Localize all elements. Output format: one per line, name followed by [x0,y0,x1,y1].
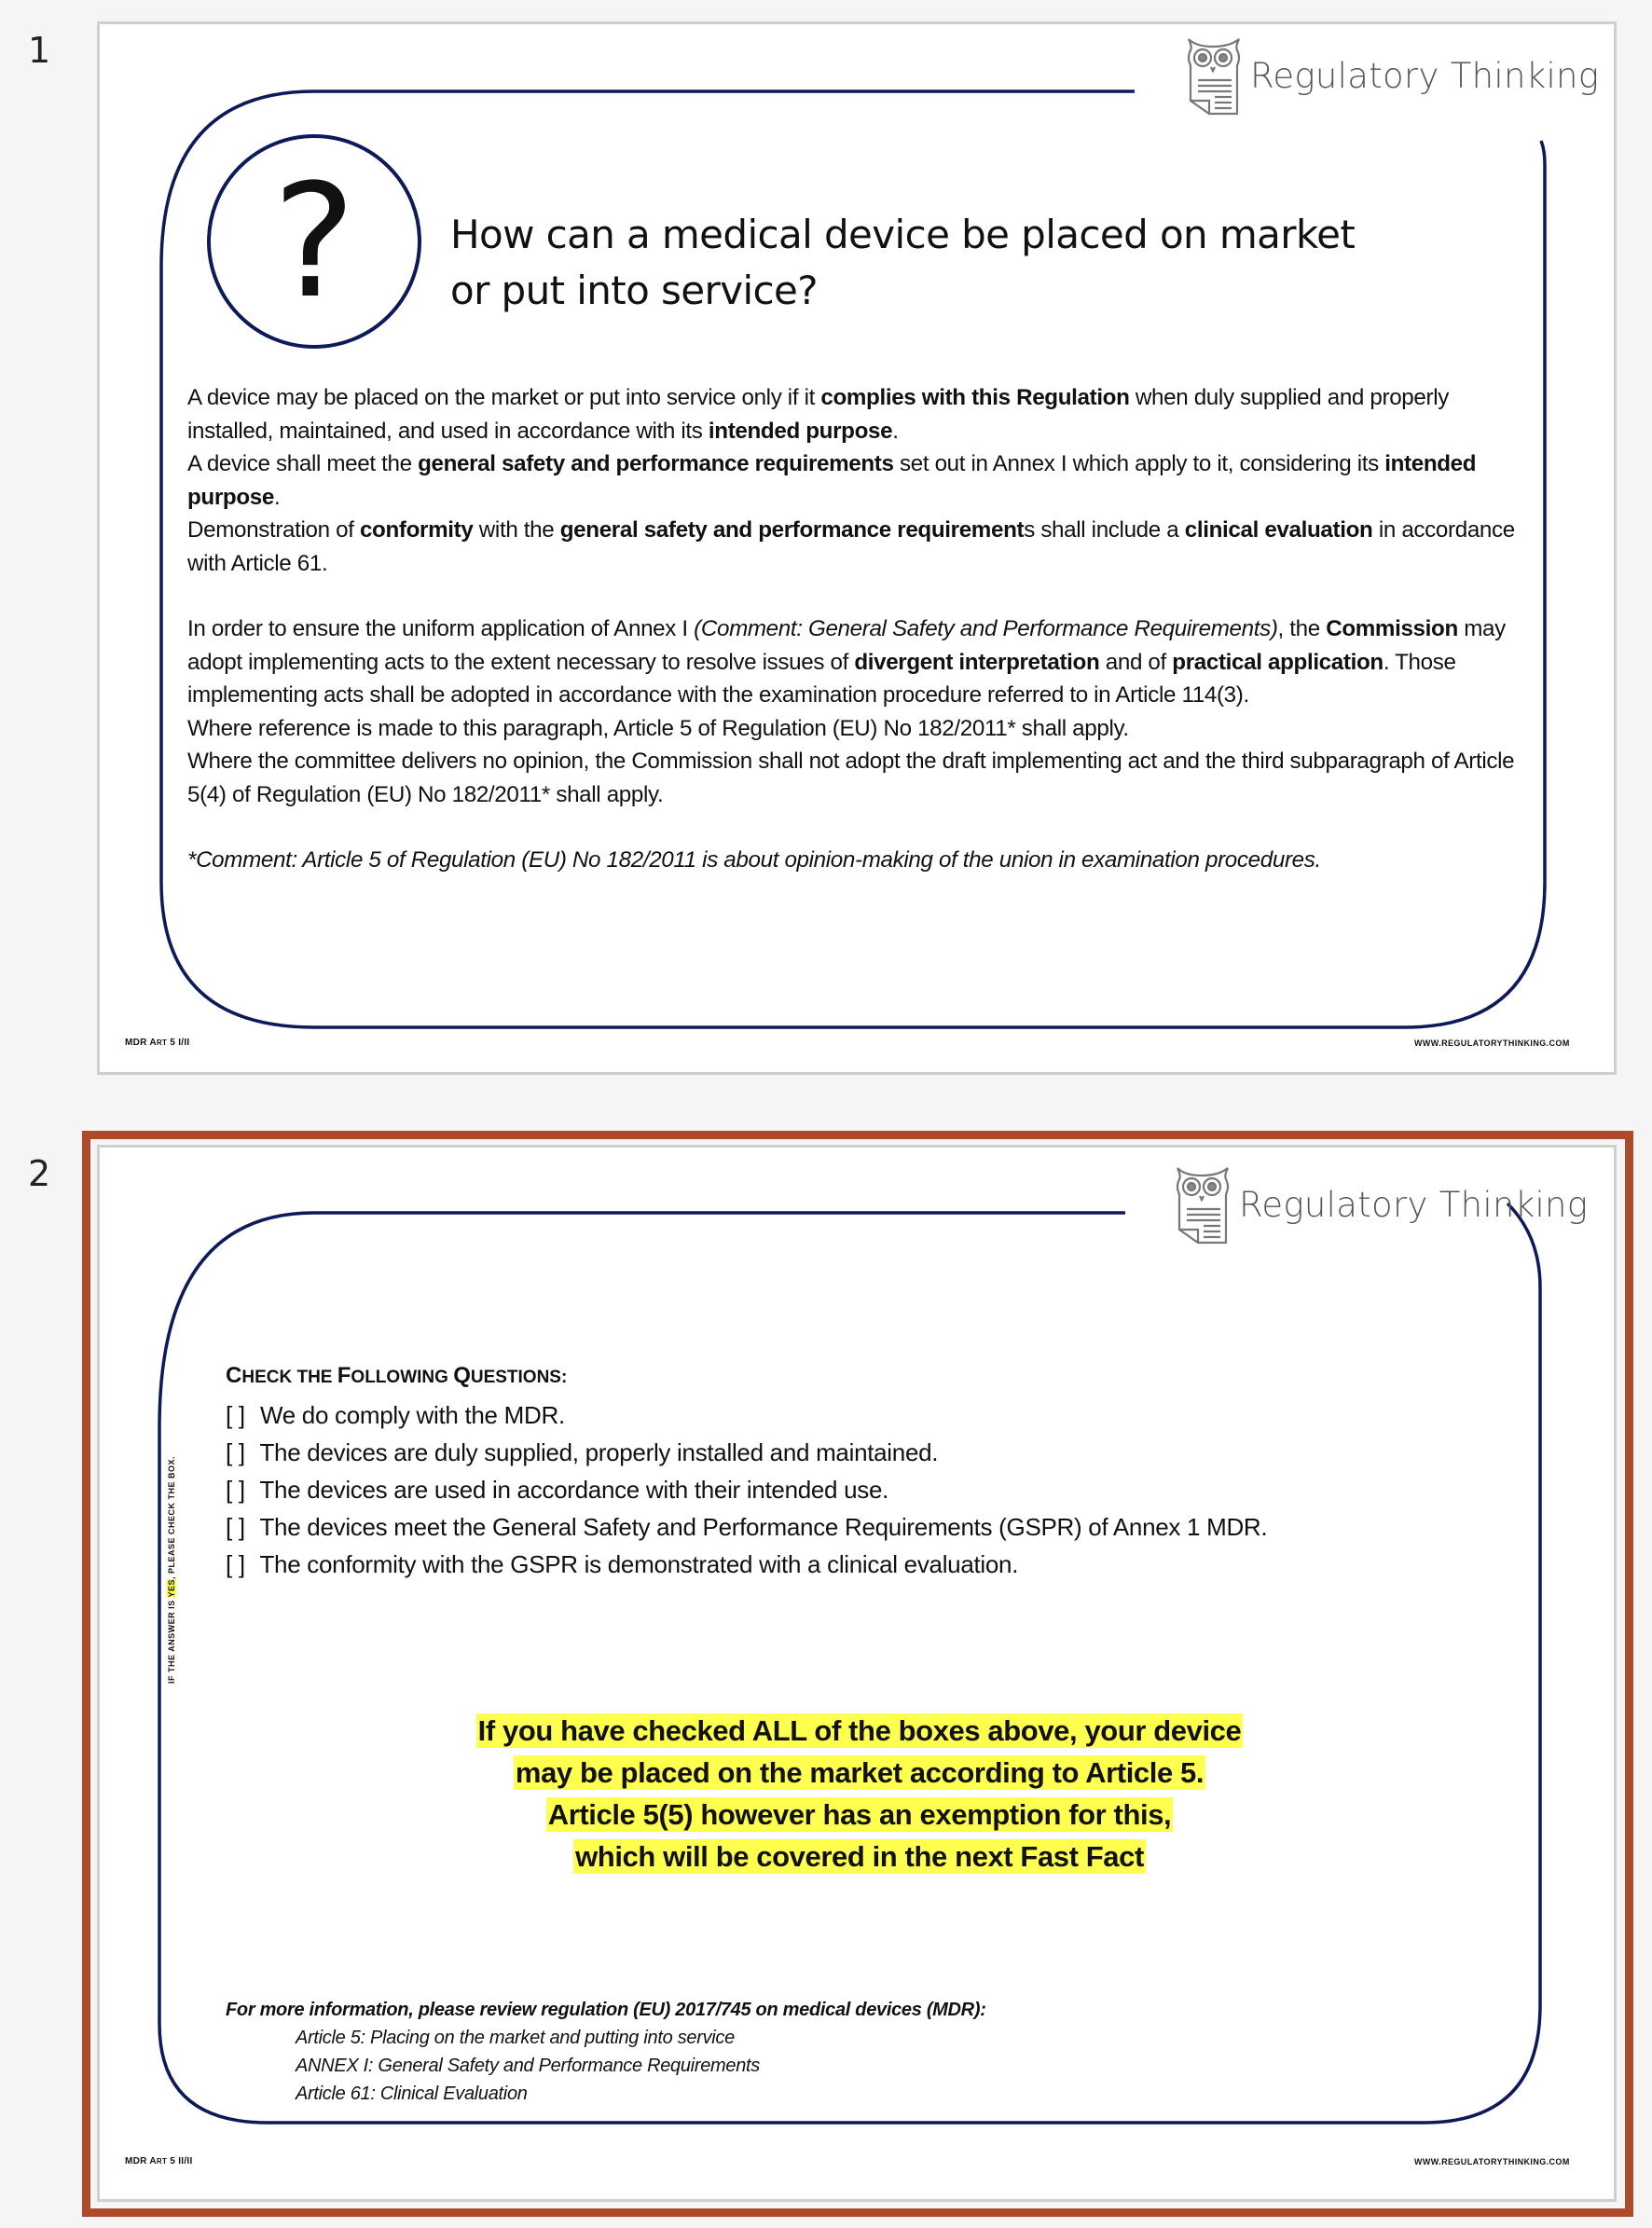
text-run: A device shall meet the [187,451,419,476]
slide-number: 2 [28,1153,51,1194]
checklist [226,1357,1267,1583]
checklist-item: [ ] The devices are used in accordance with their intended use. [226,1471,1267,1508]
bold-text-run: clinical evaluation [1184,517,1373,543]
paragraph [187,381,1539,447]
italic-text-run: (Comment: General Safety and Performance Requirements) [694,616,1278,641]
checkbox[interactable]: [ ] [226,1476,245,1504]
slide-thumbnail-2[interactable] [97,1145,1617,2202]
footer-slide-label: MDR ART 5 II/II [125,2156,193,2166]
slide-thumbnail-1[interactable] [97,21,1617,1075]
text-run: Where reference is made to this paragraph, Article 5 of Regulation (EU) No 182/2011* shall apply. [187,715,1129,741]
owl-document-icon [1172,1164,1232,1245]
bold-text-run: complies with this Regulation [820,385,1130,410]
reference-item: Article 5: Placing on the market and putting into service [296,2028,735,2048]
text-run: Demonstration of [187,517,360,543]
paragraph [187,514,1539,580]
checklist-item: [ ] We do comply with the MDR. [226,1396,1267,1434]
regulation-text [187,381,1539,877]
reference-item: ANNEX I: General Safety and Performance Requirements [296,2056,760,2076]
text-run: . Those implementing acts shall be adopted in accordance with the examination procedure referred to in Article 114(3). [187,649,1456,708]
text-run: may adopt implementing acts to the extent necessary to resolve issues of [187,616,1506,675]
text-run: . [273,484,281,510]
text-run: In order to ensure the uniform application of Annex I [187,616,695,641]
references-lead: For more information, please review regulation (EU) 2017/745 on medical devices (MDR): [226,2000,986,2020]
text-run: s shall include a [1024,517,1185,543]
references [226,1996,986,2108]
text-run: with the [473,517,560,543]
brand-logo [1183,35,1599,116]
footnote: *Comment: Article 5 of Regulation (EU) No 182/2011 is about opinion-making of the union in examination procedures. [187,847,1321,873]
brand-logo [1172,1164,1588,1245]
text-run: set out in Annex I which apply to it, considering its [893,451,1385,476]
footer-website: WWW.REGULATORYTHINKING.COM [1414,2157,1570,2166]
slide-number: 1 [28,30,51,71]
bold-text-run: intended purpose [708,418,893,444]
checklist-item: [ ] The devices meet the General Safety and Performance Requirements (GSPR) of Annex 1 MDR. [226,1508,1267,1546]
owl-document-icon [1183,35,1243,116]
paragraph [187,745,1539,811]
checklist-item: [ ] The conformity with the GSPR is demonstrated with a clinical evaluation. [226,1546,1267,1583]
callout-line: If you have checked ALL of the boxes above, your device [477,1714,1242,1747]
title-line-1: How can a medical device be placed on market [450,212,1356,257]
checklist-item: [ ] The devices are duly supplied, properly installed and maintained. [226,1434,1267,1471]
question-mark-icon [207,134,421,349]
checkbox[interactable]: [ ] [226,1401,245,1429]
highlighted-callout [100,1710,1619,1877]
text-run: in accordance with Article 61. [187,517,1515,576]
callout-line: may be placed on the market according to Article 5. [515,1756,1205,1789]
brand-name: Regulatory Thinking [1239,1184,1589,1225]
bold-text-run: general safety and performance requirement [559,517,1025,543]
brand-name: Regulatory Thinking [1250,55,1600,96]
text-run: . [892,418,899,444]
checklist-heading: CHECK THE FOLLOWING QUESTIONS: [226,1363,568,1388]
footer-slide-label: MDR ART 5 I/II [125,1038,190,1048]
bold-text-run: divergent interpretation [854,649,1100,675]
callout-line: which will be covered in the next Fast Fact [575,1840,1144,1873]
bold-text-run: intended purpose [187,451,1477,510]
checkbox[interactable]: [ ] [226,1550,245,1578]
bold-text-run: Commission [1326,616,1458,641]
callout-line: Article 5(5) however has an exemption for this, [547,1798,1172,1831]
title-line-2: or put into service? [450,268,818,313]
checkbox[interactable]: [ ] [226,1438,245,1466]
paragraph [187,612,1539,712]
checkbox[interactable]: [ ] [226,1513,245,1541]
question-mark-glyph: ? [272,150,356,333]
bold-text-run: general safety and performance requirements [418,451,894,476]
text-run: when duly supplied and properly installed, maintained, and used in accordance with its [187,385,1449,444]
paragraph [187,712,1539,746]
bold-text-run: conformity [359,517,474,543]
paragraph [187,447,1539,514]
vertical-instruction: IF THE ANSWER IS YES, PLEASE CHECK THE BOX. [167,1455,176,1684]
reference-item: Article 61: Clinical Evaluation [296,2084,528,2104]
text-run: A device may be placed on the market or put into service only if it [187,385,821,410]
footer-website: WWW.REGULATORYTHINKING.COM [1414,1038,1570,1048]
text-run: and of [1099,649,1173,675]
text-run: , the [1277,616,1327,641]
slide-title [450,207,1355,319]
bold-text-run: practical application [1172,649,1384,675]
text-run: Where the committee delivers no opinion, the Commission shall not adopt the draft implementing act and the third subparagraph of Article 5(4) of Regulation (EU) No 182/2011* shall apply. [187,749,1515,807]
